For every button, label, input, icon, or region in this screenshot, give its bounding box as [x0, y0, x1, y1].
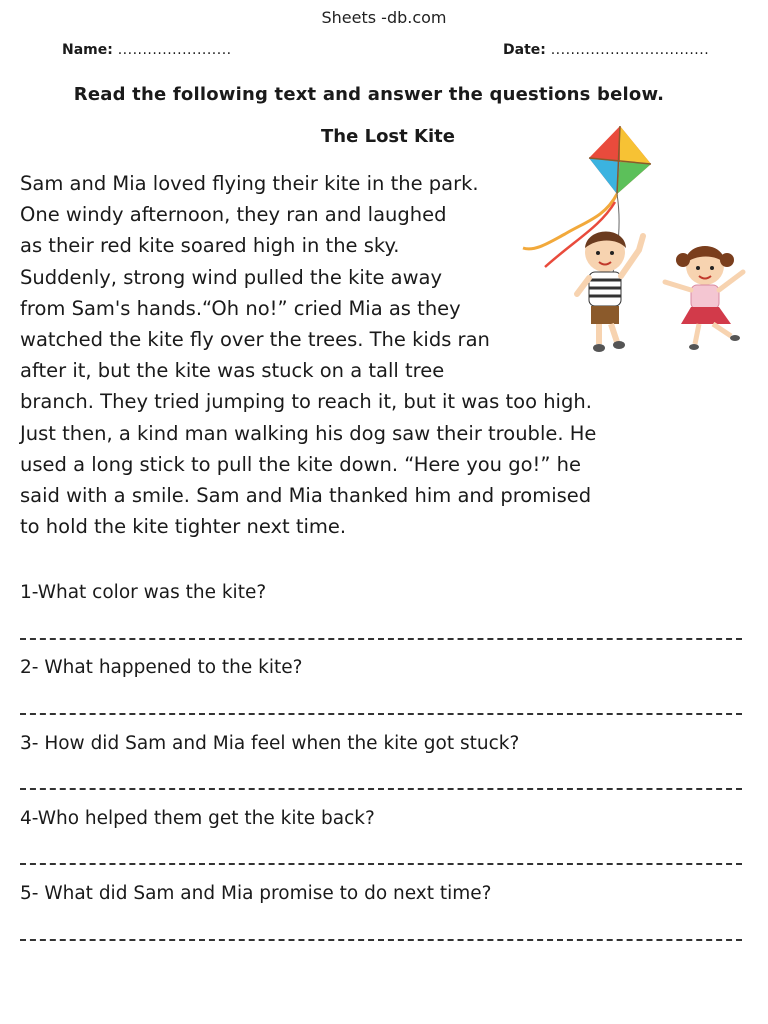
- date-blank: ................................: [550, 42, 710, 58]
- story-line: branch. They tried jumping to reach it, but it was too high.: [20, 390, 592, 414]
- boy-figure: [577, 232, 643, 353]
- story-line: as their red kite soared high in the sky.: [20, 234, 400, 258]
- story-line: One windy afternoon, they ran and laughed: [20, 203, 447, 227]
- story-title: The Lost Kite: [321, 126, 455, 147]
- answer-line-5[interactable]: [20, 939, 742, 941]
- story-line: to hold the kite tighter next time.: [20, 515, 347, 539]
- story-line: said with a smile. Sam and Mia thanked him and promised: [20, 483, 592, 507]
- question-1: 1-What color was the kite?: [20, 582, 267, 603]
- story-line: Sam and Mia loved flying their kite in the park.: [20, 172, 479, 195]
- story-line: Just then, a kind man walking his dog saw their trouble. He: [20, 421, 597, 445]
- girl-figure: [665, 246, 743, 350]
- answer-line-1[interactable]: [20, 638, 742, 640]
- date-label: Date:: [503, 42, 546, 58]
- kids-flying-kite-illustration: [505, 122, 765, 362]
- question-5: 5- What did Sam and Mia promise to do next time?: [20, 883, 492, 904]
- instruction: Read the following text and answer the questions below.: [73, 84, 665, 105]
- story-line: Suddenly, strong wind pulled the kite away: [20, 265, 443, 289]
- name-label: Name:: [62, 42, 113, 58]
- story-line: watched the kite fly over the trees. The kids ran: [20, 327, 490, 351]
- story-line: from Sam's hands.“Oh no!” cried Mia as they: [20, 296, 461, 320]
- site-name: Sheets -db.com: [321, 8, 447, 27]
- answer-line-3[interactable]: [20, 788, 742, 790]
- name-field: [62, 42, 232, 58]
- kite-icon: [523, 126, 651, 300]
- answer-line-2[interactable]: [20, 713, 742, 715]
- question-4: 4-Who helped them get the kite back?: [20, 808, 375, 829]
- date-field: [503, 42, 709, 58]
- question-3: 3- How did Sam and Mia feel when the kite got stuck?: [20, 733, 520, 754]
- question-2: 2- What happened to the kite?: [20, 657, 303, 678]
- story-line: used a long stick to pull the kite down. “Here you go!” he: [20, 452, 582, 476]
- answer-line-4[interactable]: [20, 863, 742, 865]
- story-line: after it, but the kite was stuck on a tall tree: [20, 359, 445, 383]
- name-blank: .......................: [117, 42, 232, 58]
